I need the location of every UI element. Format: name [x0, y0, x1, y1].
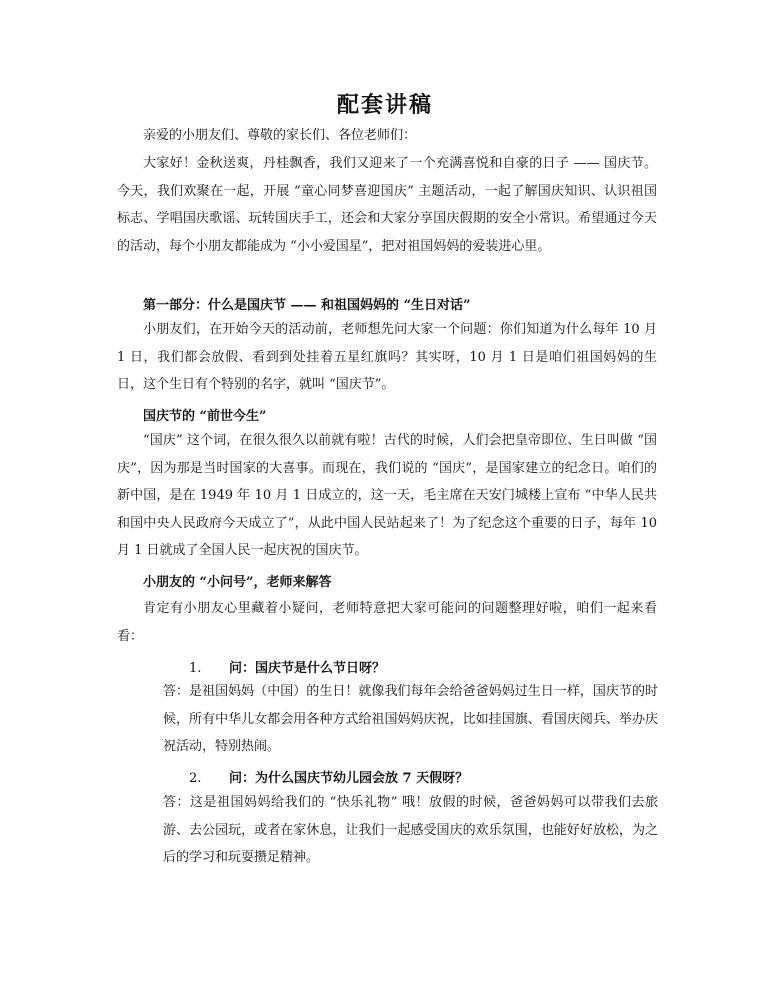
- qa-intro-paragraph: 肯定有小朋友心里藏着小疑问，老师特意把大家可能问的问题整理好啦，咱们一起来看看：: [117, 601, 657, 644]
- greeting: 亲爱的小朋友们、尊敬的家长们、各位老师们：: [143, 128, 417, 143]
- document-title: 配套讲稿: [336, 92, 433, 118]
- question-2: [189, 767, 468, 786]
- history-paragraph: “国庆” 这个词，在很久很久以前就有啦！古代的时候，人们会把皇帝即位、生日叫做 “国庆”，因为那是当时国家的大喜事。而现在，我们说的 “国庆”，是国家建立的纪念日。咱们的新中国，是在 1949 年 10 月 1 日成立的，这一天，毛主席在天安门城楼上宣布 “中华人民共和国中央人民政府今天成立了”，从此中国人民站起来了！为了纪念这个重要的日子，每年 10 月 1 日就成了全国人民一起庆祝的国庆节。: [117, 433, 657, 558]
- question-number: 1.: [189, 661, 202, 676]
- answer-1: 答：是祖国妈妈（中国）的生日！就像我们每年会给爸爸妈妈过生日一样，国庆节的时候，所有中华儿女都会用各种方式给祖国妈妈庆祝，比如挂国旗、看国庆阅兵、举办庆祝活动，特别热闹。: [163, 684, 658, 754]
- qa-heading: 小朋友的 “小问号”，老师来解答: [143, 575, 332, 590]
- answer-2: 答：这是祖国妈妈给我们的 “快乐礼物” 哦！放假的时候，爸爸妈妈可以带我们去旅游、去公园玩，或者在家休息，让我们一起感受国庆的欢乐氛围，也能好好放松，为之后的学习和玩耍攒足精神。: [163, 795, 658, 865]
- part1-paragraph: 小朋友们，在开始今天的活动前，老师想先问大家一个问题：你们知道为什么每年 10 月 1 日，我们都会放假、看到到处挂着五星红旗吗？其实呀，10 月 1 日是咱们祖国妈妈的生日，这个生日有个特别的名字，就叫 “国庆节”。: [117, 322, 657, 392]
- intro-paragraph: 大家好！金秋送爽，丹桂飘香，我们又迎来了一个充满喜悦和自豪的日子 —— 国庆节。今天，我们欢聚在一起，开展 “童心同梦喜迎国庆” 主题活动，一起了解国庆知识、认识祖国标志、学唱国庆歌谣、玩转国庆手工，还会和大家分享国庆假期的安全小常识。希望通过今天的活动，每个小朋友都能成为 “小小爱国星”，把对祖国妈妈的爱装进心里。: [117, 156, 657, 254]
- question-number: 2.: [189, 771, 202, 786]
- question-text: 问：为什么国庆节幼儿园会放 7 天假呀？: [229, 771, 469, 786]
- history-heading: 国庆节的 “前世今生”: [143, 409, 267, 424]
- part1-heading: 第一部分：什么是国庆节 —— 和祖国妈妈的 “生日对话”: [143, 298, 471, 313]
- question-text: 问：国庆节是什么节日呀？: [229, 661, 386, 676]
- question-1: [189, 657, 385, 676]
